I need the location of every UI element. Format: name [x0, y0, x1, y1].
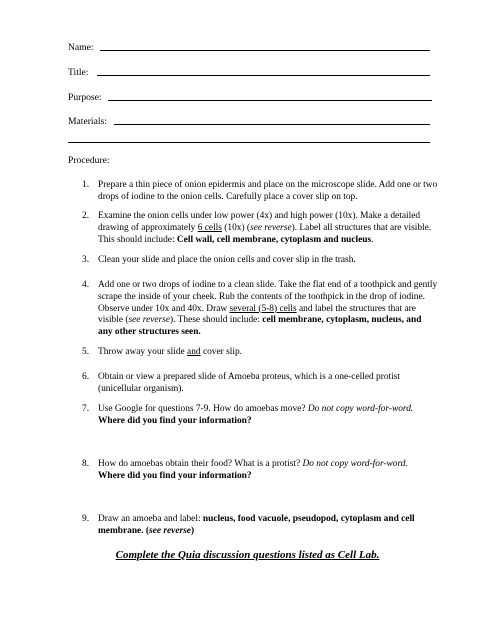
- step-italic: Do not copy word-for-word.: [302, 459, 408, 469]
- step-text: (10x) (: [221, 222, 251, 233]
- step-text: Throw away your slide: [98, 347, 188, 357]
- materials-extra-line[interactable]: [68, 142, 430, 143]
- name-line[interactable]: [100, 50, 430, 51]
- step-italic: see reverse: [128, 315, 171, 326]
- step-text: Use Google for questions 7-9. How do amoebas move?: [98, 404, 308, 414]
- step-text: How do amoebas obtain their food? What is a protist?: [98, 459, 303, 469]
- step-italic: Do not copy word-for-word.: [307, 404, 414, 414]
- closing-instruction: Complete the Quia discussion questions listed as Cell Lab.: [115, 549, 380, 561]
- materials-line[interactable]: [114, 124, 430, 125]
- purpose-field[interactable]: [68, 92, 432, 103]
- step-text: .: [371, 234, 374, 245]
- step-text: Examine the onion cells under low power (4x) and high power (10x). Make a detailed drawing of approximately: [98, 211, 421, 233]
- step-text: cover slip.: [200, 347, 242, 357]
- step-1: [82, 180, 438, 204]
- step-text: Add one or two drops of iodine to a clean slide. Take the flat end of a toothpick and gently scrape the inside of your cheek. Rub the contents of the toothpick in the drop of iodine. Observe under 10x and 40x. Draw: [98, 280, 438, 314]
- step-bold: Cell wall, cell membrane, cytoplasm and nucleus: [176, 234, 372, 245]
- step-bold: ): [190, 525, 195, 536]
- step-bold: (: [143, 525, 150, 536]
- purpose-label: Purpose:: [68, 92, 102, 103]
- step-text: Obtain or view a prepared slide of Amoeba proteus, which is a one-celled protist (unicellular organism).: [98, 372, 400, 394]
- materials-field[interactable]: [68, 116, 430, 127]
- step-7: [82, 404, 438, 428]
- step-number: 1.: [82, 180, 90, 190]
- materials-label: Materials:: [68, 116, 107, 127]
- name-label: Name:: [68, 42, 94, 53]
- title-field[interactable]: [68, 67, 430, 78]
- step-text: Clean your slide and place the onion cells and cover slip in the trash.: [98, 255, 356, 265]
- step-4: [82, 280, 438, 339]
- step-number: 5.: [82, 347, 90, 357]
- step-number: 8.: [82, 459, 90, 469]
- step-text: ). These should include:: [170, 315, 263, 326]
- step-underline: several (5-8) cells: [229, 303, 297, 314]
- procedure-label: Procedure:: [68, 155, 110, 166]
- step-number: 7.: [82, 404, 90, 414]
- step-underline: 6 cells: [197, 222, 222, 233]
- name-field[interactable]: [68, 42, 430, 53]
- step-6: [82, 372, 438, 396]
- step-text: ). Label all structures that are visible. This should include:: [98, 222, 432, 245]
- step-3: [82, 255, 438, 267]
- purpose-line[interactable]: [108, 100, 432, 101]
- step-text: Prepare a thin piece of onion epidermis and place on the microscope slide. Add one or two drops of iodine to the onion cells. Carefully place a cover slip on top.: [98, 180, 438, 202]
- step-bold: Where did you find your information?: [98, 415, 252, 426]
- step-text: Draw an amoeba and label:: [98, 514, 203, 524]
- step-bold: nucleus, food vacuole, pseudopod, cytoplasm and cell membrane.: [98, 514, 415, 536]
- title-label: Title:: [68, 67, 89, 78]
- step-italic: see reverse: [250, 222, 292, 233]
- step-number: 9.: [82, 514, 90, 524]
- step-italic: see reverse: [149, 525, 191, 536]
- step-text: and label the structures that are visible (: [98, 303, 416, 326]
- step-number: 4.: [82, 280, 90, 290]
- step-number: 2.: [82, 211, 90, 221]
- step-bold: Where did you find your information?: [98, 470, 252, 481]
- step-underline: and: [187, 347, 201, 357]
- step-9: [82, 514, 438, 538]
- step-bold: cell membrane, cytoplasm, nucleus, and any other structures seen.: [98, 315, 422, 338]
- step-2: [82, 211, 438, 246]
- step-5: [82, 347, 438, 359]
- step-number: 3.: [82, 255, 90, 265]
- title-line[interactable]: [97, 75, 430, 76]
- step-number: 6.: [82, 372, 90, 382]
- step-8: [82, 459, 438, 483]
